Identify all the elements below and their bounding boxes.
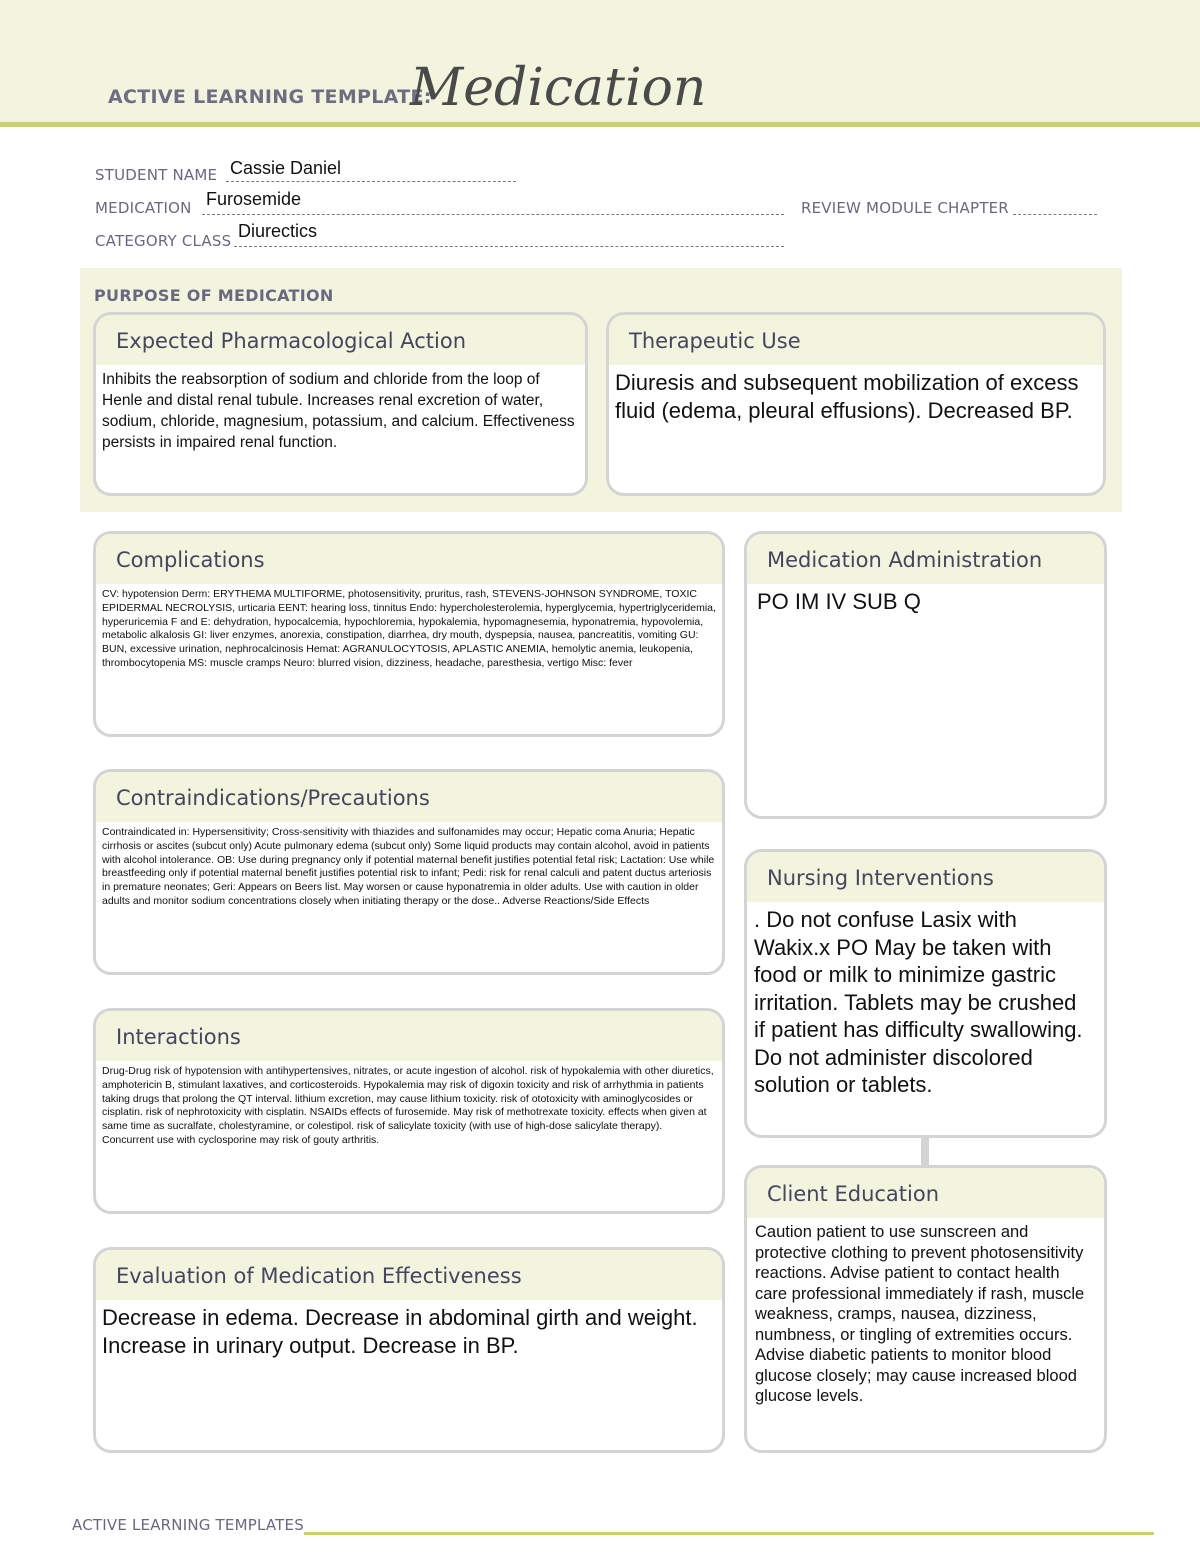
category-class-field[interactable]: Diurectics — [238, 221, 318, 241]
client-education-card — [744, 1165, 1107, 1453]
medication-administration-title: Medication Administration — [747, 534, 1104, 584]
interactions-text[interactable]: Drug-Drug risk of hypotension with antihypertensives, nitrates, or acute ingestion of alcohol. risk of hypokalemia with other diuretics, amphotericin B, stimulant laxatives, and corticosteroids. Hypokalemia may risk of digoxin toxicity and risk of arrhythmia in patients taking drugs that prolong the QT interval. lithium excretion, may cause lithium toxicity. risk of ototoxicity with aminoglycosides or cisplatin. risk of nephrotoxicity with cisplatin. NSAIDs effects of furosemide. May risk of methotrexate toxicity. effects when given at same time as sucralfate, cholestyramine, or colestipol. risk of salicylate toxicity (with use of high-dose salicylate therapy). Concurrent use with cyclosporine may risk of gouty arthritis. — [102, 1065, 714, 1146]
client-education-text[interactable]: Caution patient to use sunscreen and protective clothing to prevent photosensitivity reactions. Advise patient to contact health care professional immediately if rash, muscle weakness, cramps, nausea, dizziness, numbness, or tingling of extremities occurs. Advise diabetic patients to monitor blood glucose closely; may cause increased blood glucose levels. — [755, 1223, 1085, 1405]
header-rule — [0, 122, 1200, 127]
evaluation-title: Evaluation of Medication Effectiveness — [96, 1250, 722, 1300]
expected-action-card — [93, 312, 588, 496]
interactions-card — [93, 1008, 725, 1214]
section-connector — [921, 1136, 929, 1166]
therapeutic-use-card — [606, 312, 1106, 496]
therapeutic-use-title: Therapeutic Use — [609, 315, 1103, 365]
student-name-label: STUDENT NAME — [95, 166, 218, 184]
client-education-title: Client Education — [747, 1168, 1104, 1218]
evaluation-text[interactable]: Decrease in edema. Decrease in abdominal girth and weight. Increase in urinary output. Decrease in BP. — [102, 1305, 698, 1358]
student-name-line — [226, 181, 516, 182]
expected-action-text[interactable]: Inhibits the reabsorption of sodium and chloride from the loop of Henle and distal renal tubule. Increases renal excretion of water, sodium, chloride, magnesium, potassium, and calcium. Effectiveness persists in impaired renal function. — [102, 371, 575, 451]
contraindications-card — [93, 769, 725, 975]
medication-administration-text[interactable]: PO IM IV SUB Q — [757, 589, 921, 614]
complications-title: Complications — [96, 534, 722, 584]
review-module-line — [1013, 214, 1097, 215]
therapeutic-use-text[interactable]: Diuresis and subsequent mobilization of excess fluid (edema, pleural effusions). Decreased BP. — [615, 370, 1079, 423]
medication-label: MEDICATION — [95, 199, 192, 217]
contraindications-title: Contraindications/Precautions — [96, 772, 722, 822]
complications-text[interactable]: CV: hypotension Derm: ERYTHEMA MULTIFORME, photosensitivity, pruritus, rash, STEVENS-JOHNSON SYNDROME, TOXIC EPIDERMAL NECROLYSIS, urticaria EENT: hearing loss, tinnitus Endo: hypercholesterolemia, hyperglycemia, hypertriglyceridemia, hyperuricemia F and E: dehydration, hypocalcemia, hypochloremia, hypokalemia, hypomagnesemia, hyponatremia, hypovolemia, metabolic alkalosis GI: liver enzymes, anorexia, constipation, diarrhea, dry mouth, dyspepsia, nausea, pancreatitis, vomiting GU: BUN, excessive urination, nephrocalcinosis Hemat: AGRANULOCYTOSIS, APLASTIC ANEMIA, hemolytic anemia, leukopenia, thrombocytopenia MS: muscle cramps Neuro: blurred vision, dizziness, headache, paresthesia, vertigo Misc: fever — [102, 588, 716, 669]
template-title: Medication — [410, 58, 707, 118]
nursing-interventions-text[interactable]: . Do not confuse Lasix with Wakix.x PO May be taken with food or milk to minimize gastric irritation. Tablets may be crushed if patient has difficulty swallowing. Do not administer discolored solution or tablets. — [754, 907, 1083, 1097]
footer-text: ACTIVE LEARNING TEMPLATES — [72, 1516, 304, 1534]
evaluation-card — [93, 1247, 725, 1453]
footer-rule — [304, 1532, 1154, 1535]
review-module-label: REVIEW MODULE CHAPTER — [801, 199, 1009, 217]
category-class-label: CATEGORY CLASS — [95, 232, 232, 250]
category-class-line — [234, 246, 784, 247]
interactions-title: Interactions — [96, 1011, 722, 1061]
contraindications-text[interactable]: Contraindicated in: Hypersensitivity; Cross-sensitivity with thiazides and sulfonamides may occur; Hepatic coma Anuria; Hepatic cirrhosis or ascites (subcut only) Acute pulmonary edema (subcut only) Some liquid products may contain alcohol, avoid in patients with alcohol intolerance. OB: Use during pregnancy only if potential maternal benefit justifies potential fetal risk; Lactation: Use while breastfeeding only if potential maternal benefit justifies potential risk to infant; Pedi: risk for renal calculi and patent ductus arteriosis in premature neonates; Geri: Appears on Beers list. May worsen or cause hyponatremia in older adults. Use with caution in older adults and monitor sodium concentrations closely when initiating therapy or the dose.. Adverse Reactions/Side Effects — [102, 826, 715, 907]
expected-action-title: Expected Pharmacological Action — [96, 315, 585, 365]
complications-card — [93, 531, 725, 737]
nursing-interventions-card — [744, 849, 1107, 1138]
student-name-field[interactable]: Cassie Daniel — [230, 158, 342, 178]
template-label: ACTIVE LEARNING TEMPLATE: — [108, 86, 432, 108]
nursing-interventions-title: Nursing Interventions — [747, 852, 1104, 902]
medication-field[interactable]: Furosemide — [206, 189, 302, 209]
medication-administration-card — [744, 531, 1107, 819]
medication-line — [202, 214, 784, 215]
purpose-title: PURPOSE OF MEDICATION — [94, 286, 334, 305]
